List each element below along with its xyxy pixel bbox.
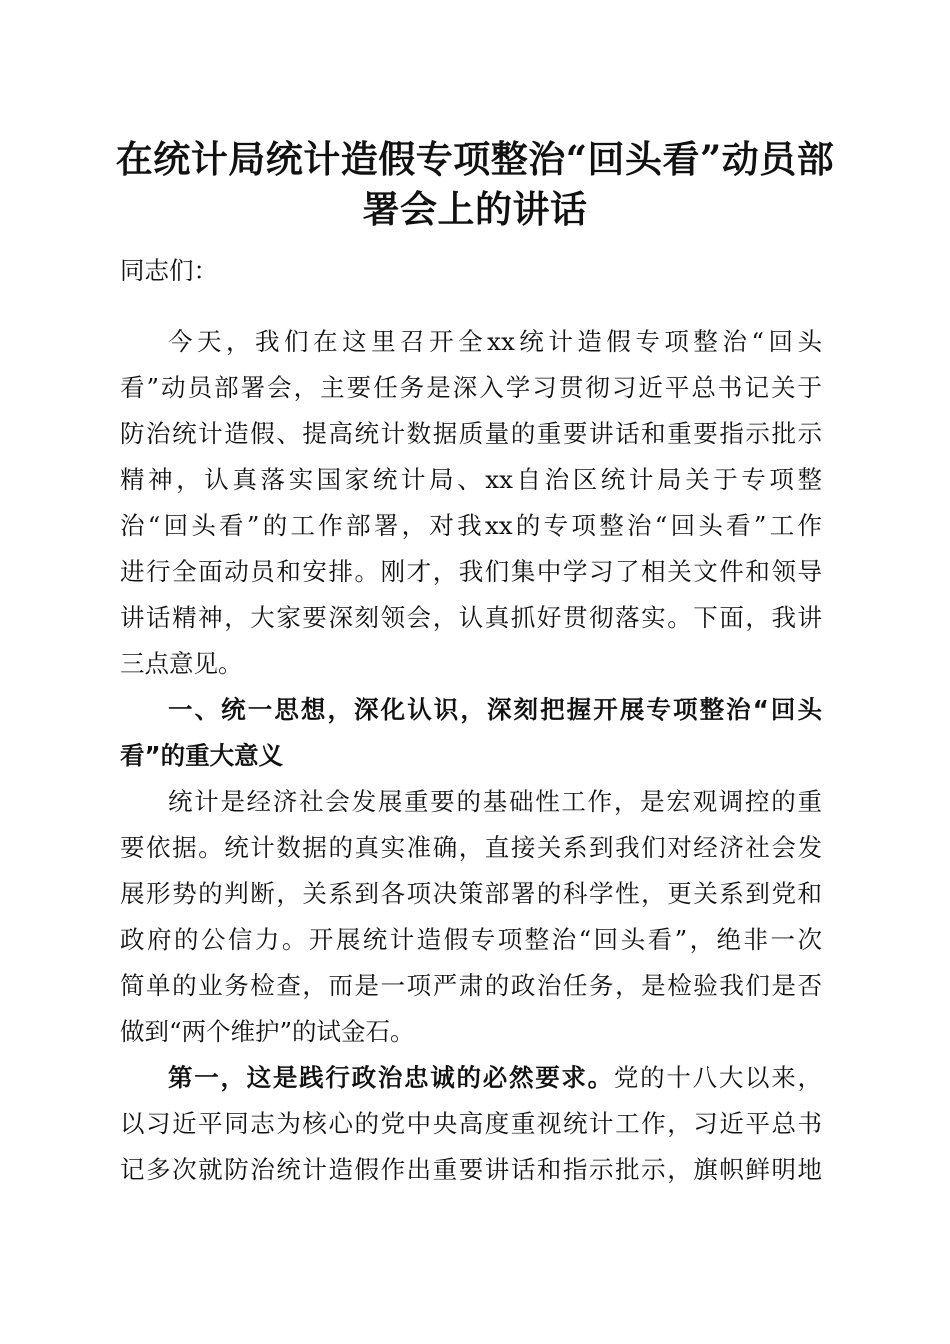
paragraph-1-line-3: 防治统计造假、提高统计数据质量的重要讲话和重要指示批示 [120,419,822,448]
paragraph-3-line-1 [168,1063,822,1093]
document-title-line-1: 在统计局统计造假专项整治“回头看”动员部 [115,137,835,181]
paragraph-2-line-3: 展形势的判断，关系到各项决策部署的科学性，更关系到党和 [120,879,822,908]
paragraph-1-line-6: 进行全面动员和安排。刚才，我们集中学习了相关文件和领导 [120,557,822,586]
paragraph-2-line-6: 做到“两个维护”的试金石。 [120,1017,415,1046]
paragraph-1-line-5: 治“回头看”的工作部署，对我xx的专项整治“回头看”工作 [120,511,822,540]
paragraph-3-lead: 第一，这是践行政治忠诚的必然要求。 [168,1063,614,1092]
paragraph-1-line-7: 讲话精神，大家要深刻领会，认真抓好贯彻落实。下面，我讲 [120,603,822,632]
section-heading-1-line-2: 看”的重大意义 [120,741,284,770]
paragraph-3-line-2: 以习近平同志为核心的党中央高度重视统计工作，习近平总书 [120,1109,822,1138]
paragraph-2-line-1: 统计是经济社会发展重要的基础性工作，是宏观调控的重 [168,787,822,816]
paragraph-2-line-4: 政府的公信力。开展统计造假专项整治“回头看”，绝非一次 [120,925,822,954]
paragraph-1-line-1: 今天，我们在这里召开全xx统计造假专项整治“回头 [168,327,822,356]
paragraph-3-line-3: 记多次就防治统计造假作出重要讲话和指示批示，旗帜鲜明地 [120,1155,822,1184]
paragraph-1-line-4: 精神，认真落实国家统计局、xx自治区统计局关于专项整 [120,465,822,494]
paragraph-3-line-1-rest: 党的十八大以来， [613,1063,822,1092]
paragraph-1-line-2: 看”动员部署会，主要任务是深入学习贯彻习近平总书记关于 [120,373,822,402]
salutation: 同志们： [120,256,218,285]
section-heading-1-line-1: 一、统一思想，深化认识，深刻把握开展专项整治“回头 [168,695,822,724]
document-title-line-2: 署会上的讲话 [362,187,588,231]
paragraph-2-line-2: 要依据。统计数据的真实准确，直接关系到我们对经济社会发 [120,833,822,862]
paragraph-1-line-8: 三点意见。 [120,649,243,678]
paragraph-2-line-5: 简单的业务检查，而是一项严肃的政治任务，是检验我们是否 [120,971,822,1000]
